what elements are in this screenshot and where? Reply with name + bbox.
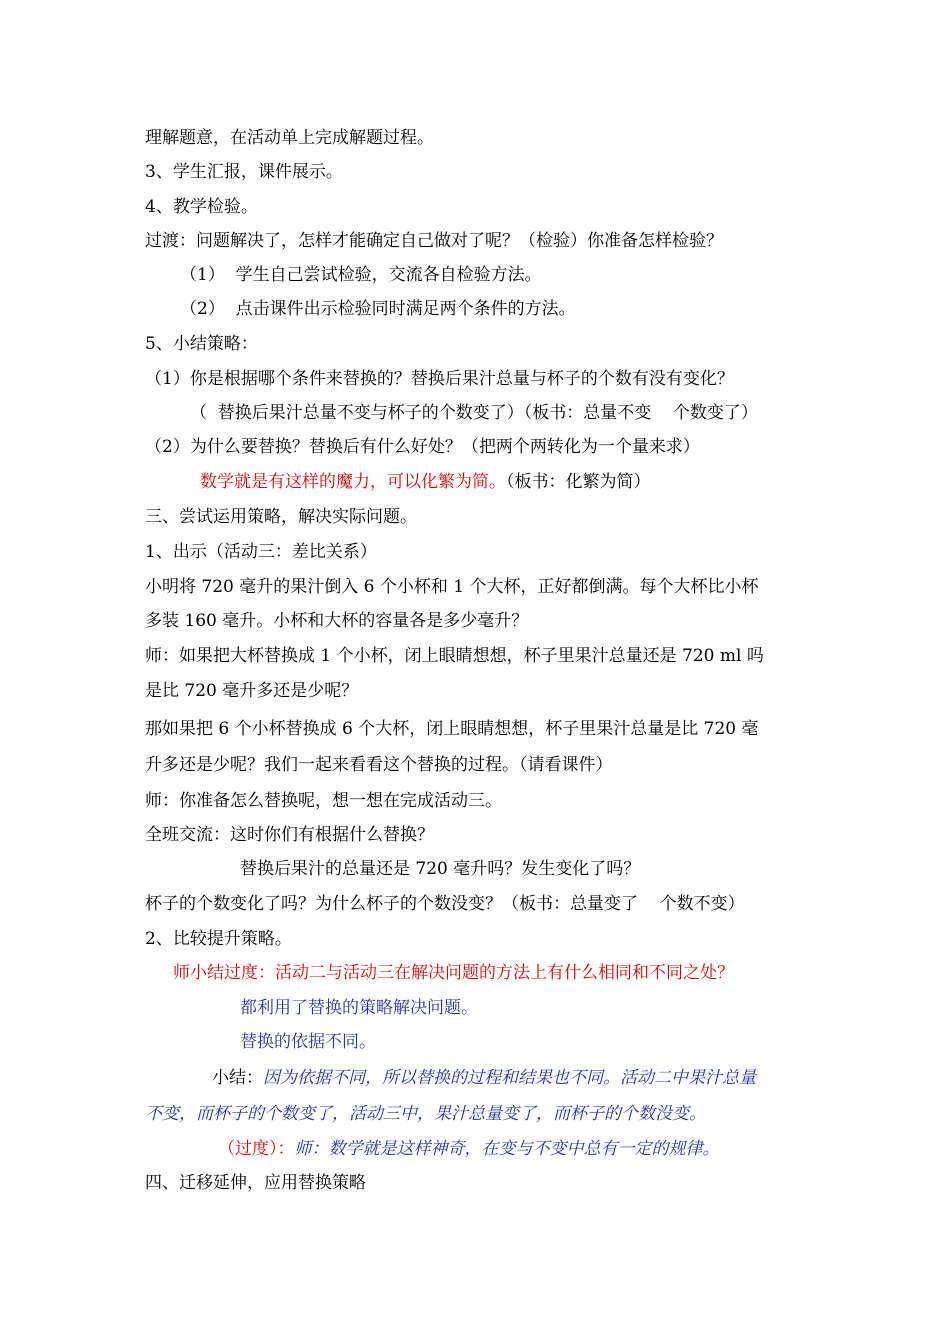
- text-line: 升多还是少呢？我们一起来看看这个替换的过程。（请看课件）: [145, 755, 613, 775]
- text-line: （1） 学生自己尝试检验，交流各自检验方法。: [180, 265, 542, 285]
- text-line: 杯子的个数变化了吗？为什么杯子的个数没变？（板书：总量变了 个数不变）: [145, 894, 745, 914]
- text-line: 过渡：问题解决了，怎样才能确定自己做对了呢？（检验）你准备怎样检验？: [145, 231, 723, 251]
- summary-label: 小结：: [212, 1068, 263, 1088]
- text-line: [218, 1138, 720, 1160]
- text-line: [212, 1067, 756, 1089]
- text-line: （2）为什么要替换？替换后有什么好处？（把两个两转化为一个量来求）: [145, 437, 700, 457]
- text-line-blue: 都利用了替换的策略解决问题。: [240, 998, 478, 1018]
- text-line: （ 替换后果汁总量不变与杯子的个数变了）（板书：总量不变 个数变了）: [190, 403, 758, 423]
- board-note: （板书：化繁为简）: [506, 472, 651, 492]
- text-line-blue: 不变，而杯子的个数变了，活动三中，果汁总量变了，而杯子的个数没变。: [145, 1104, 706, 1124]
- text-line: 师：你准备怎么替换呢，想一想在完成活动三。: [145, 791, 502, 811]
- text-line: （2） 点击课件出示检验同时满足两个条件的方法。: [180, 299, 576, 319]
- text-line: （1）你是根据哪个条件来替换的？替换后果汁总量与杯子的个数有没有变化？: [145, 369, 734, 389]
- text-line: 3、学生汇报，课件展示。: [145, 162, 343, 182]
- section-heading: 四、迁移延伸，应用替换策略: [145, 1173, 366, 1193]
- section-heading: 三、尝试运用策略，解决实际问题。: [145, 507, 417, 527]
- text-line: 师：如果把大杯替换成 1 个小杯，闭上眼睛想想，杯子里果汁总量还是 720 ml 吗: [145, 646, 764, 666]
- text-line: 是比 720 毫升多还是少呢？: [145, 681, 359, 701]
- text-line: 理解题意，在活动单上完成解题过程。: [145, 128, 434, 148]
- summary-text: 因为依据不同，所以替换的过程和结果也不同。活动二中果汁总量: [263, 1068, 756, 1088]
- text-line: 5、小结策略：: [145, 334, 258, 354]
- text-line-blue: 替换的依据不同。: [240, 1032, 376, 1052]
- text-line: 全班交流：这时你们有根据什么替换？: [145, 825, 434, 845]
- text-line: 2、比较提升策略。: [145, 929, 292, 949]
- text-line: 那如果把 6 个小杯替换成 6 个大杯，闭上眼睛想想，杯子里果汁总量是比 720 毫: [145, 719, 759, 739]
- highlight-red: 数学就是有这样的魔力，可以化繁为简。: [200, 472, 506, 492]
- transition-label: （过度）：: [218, 1139, 295, 1159]
- text-line-red: 师小结过度：活动二与活动三在解决问题的方法上有什么相同和不同之处？: [173, 963, 734, 983]
- text-line: [200, 471, 651, 493]
- text-line: 多装 160 毫升。小杯和大杯的容量各是多少毫升？: [145, 611, 529, 631]
- text-line: 小明将 720 毫升的果汁倒入 6 个小杯和 1 个大杯，正好都倒满。每个大杯比小杯: [145, 577, 759, 597]
- transition-text: 师：数学就是这样神奇，在变与不变中总有一定的规律。: [294, 1139, 720, 1159]
- text-line: 替换后果汁的总量还是 720 毫升吗？发生变化了吗？: [240, 859, 641, 879]
- text-line: 4、教学检验。: [145, 197, 258, 217]
- text-line: 1、出示（活动三：差比关系）: [145, 542, 377, 562]
